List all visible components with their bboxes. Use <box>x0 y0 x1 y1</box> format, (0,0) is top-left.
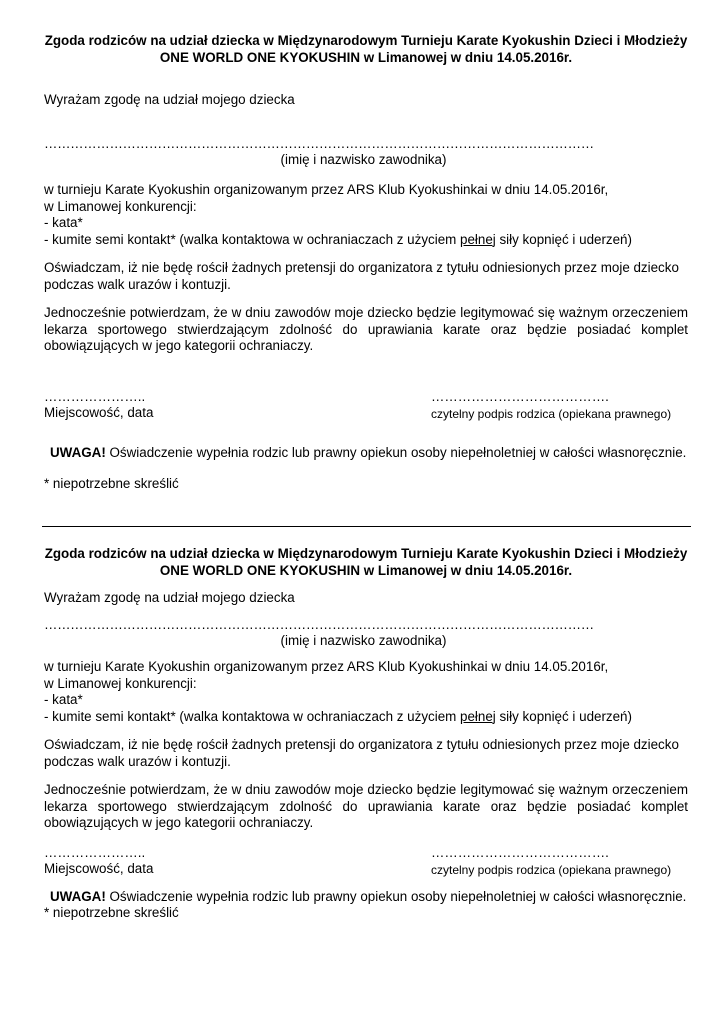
tournament-line-1: w turnieju Karate Kyokushin organizowanym przez ARS Klub Kyokushinkai w dniu 14.05.2016r, <box>44 659 609 674</box>
title-line-1: Zgoda rodziców na udział dziecka w Międzynarodowym Turnieju Karate Kyokushin Dzieci i Młodzieży <box>44 33 688 48</box>
warning-note <box>50 889 688 906</box>
form-title <box>44 32 688 66</box>
place-date-field <box>44 389 153 422</box>
signature-row <box>44 389 688 423</box>
tournament-line-2: w Limanowej konkurencji: <box>44 675 197 691</box>
option-kumite-underlined: pełnej <box>460 708 496 724</box>
warning-text: Oświadczenie wypełnia rodzic lub prawny opiekun osoby niepełnoletniej w całości własnoręcznie. <box>105 888 687 904</box>
place-date-dots: ………………….. <box>44 844 146 860</box>
title-line-2: ONE WORLD ONE KYOKUSHIN w Limanowej w dniu 14.05.2016r. <box>159 563 573 578</box>
parent-signature-dots: …………………………………. <box>431 844 609 860</box>
participant-name-line: ……………………………………………………………………………………………………………… <box>44 135 594 151</box>
title-line-1: Zgoda rodziców na udział dziecka w Międzynarodowym Turnieju Karate Kyokushin Dzieci i Młodzieży <box>44 546 688 561</box>
parent-signature-dots: …………………………………. <box>431 388 609 404</box>
option-kumite <box>44 709 688 726</box>
participant-name-caption: (imię i nazwisko zawodnika) <box>280 151 447 167</box>
option-kumite <box>44 232 688 249</box>
form-separator <box>42 526 691 527</box>
option-kumite-text: - kumite semi kontakt* (walka kontaktowa w ochraniaczach z użyciem <box>44 708 461 724</box>
warning-text: Oświadczenie wypełnia rodzic lub prawny opiekun osoby niepełnoletniej w całości własnoręcznie. <box>105 444 687 460</box>
footnote: * niepotrzebne skreślić <box>44 476 179 491</box>
option-kumite-text: - kumite semi kontakt* (walka kontaktowa w ochraniaczach z użyciem <box>44 231 461 247</box>
title-line-2: ONE WORLD ONE KYOKUSHIN w Limanowej w dniu 14.05.2016r. <box>159 50 573 65</box>
declaration-paragraph: Oświadczam, iż nie będę rościł żadnych pretensji do organizatora z tytułu odniesionych przez moje dziecko podczas walk urazów i kontuzji. <box>44 737 679 769</box>
declaration-paragraph: Oświadczam, iż nie będę rościł żadnych pretensji do organizatora z tytułu odniesionych przez moje dziecko podczas walk urazów i kontuzji. <box>44 260 679 292</box>
form-title <box>44 545 688 579</box>
option-kata: - kata* <box>44 215 83 230</box>
warning-label: UWAGA! <box>50 888 106 904</box>
option-kumite-text-end: siły kopnięć i uderzeń) <box>495 708 632 724</box>
participant-name-line: ……………………………………………………………………………………………………………… <box>44 616 594 632</box>
confirmation-paragraph: Jednocześnie potwierdzam, że w dniu zawodów moje dziecko będzie legitymować się ważnym orzeczeniem lekarza sportowego stwierdzającym zdolność do uprawiania karate oraz będzie posiadać komplet obowiązujących w jego kategorii ochraniaczy. <box>44 782 688 830</box>
warning-label: UWAGA! <box>50 444 106 460</box>
option-kumite-text-end: siły kopnięć i uderzeń) <box>495 231 632 247</box>
confirmation-paragraph: Jednocześnie potwierdzam, że w dniu zawodów moje dziecko będzie legitymować się ważnym orzeczeniem lekarza sportowego stwierdzającym zdolność do uprawiania karate oraz będzie posiadać komplet obowiązujących w jego kategorii ochraniaczy. <box>44 305 688 353</box>
option-kumite-underlined: pełnej <box>460 231 496 247</box>
place-date-field <box>44 845 153 878</box>
place-date-label: Miejscowość, data <box>44 405 154 420</box>
parent-signature-label: czytelny podpis rodzica (opiekana prawnego) <box>431 407 672 421</box>
warning-note <box>50 445 688 462</box>
parent-signature-label: czytelny podpis rodzica (opiekana prawnego) <box>431 863 672 877</box>
parent-signature-field <box>431 845 671 879</box>
tournament-line-1: w turnieju Karate Kyokushin organizowanym przez ARS Klub Kyokushinkai w dniu 14.05.2016r, <box>44 182 609 197</box>
tournament-line-2: w Limanowej konkurencji: <box>44 198 197 214</box>
consent-form-2 <box>44 545 688 935</box>
place-date-dots: ………………….. <box>44 388 146 404</box>
footnote: * niepotrzebne skreślić <box>44 905 179 920</box>
signature-row <box>44 845 688 879</box>
consent-statement: Wyrażam zgodę na udział mojego dziecka <box>44 590 295 605</box>
consent-statement: Wyrażam zgodę na udział mojego dziecka <box>44 92 295 107</box>
place-date-label: Miejscowość, data <box>44 861 154 876</box>
consent-form-1 <box>44 32 688 506</box>
option-kata: - kata* <box>44 692 83 707</box>
parent-signature-field <box>431 389 671 423</box>
participant-name-caption: (imię i nazwisko zawodnika) <box>280 632 447 648</box>
